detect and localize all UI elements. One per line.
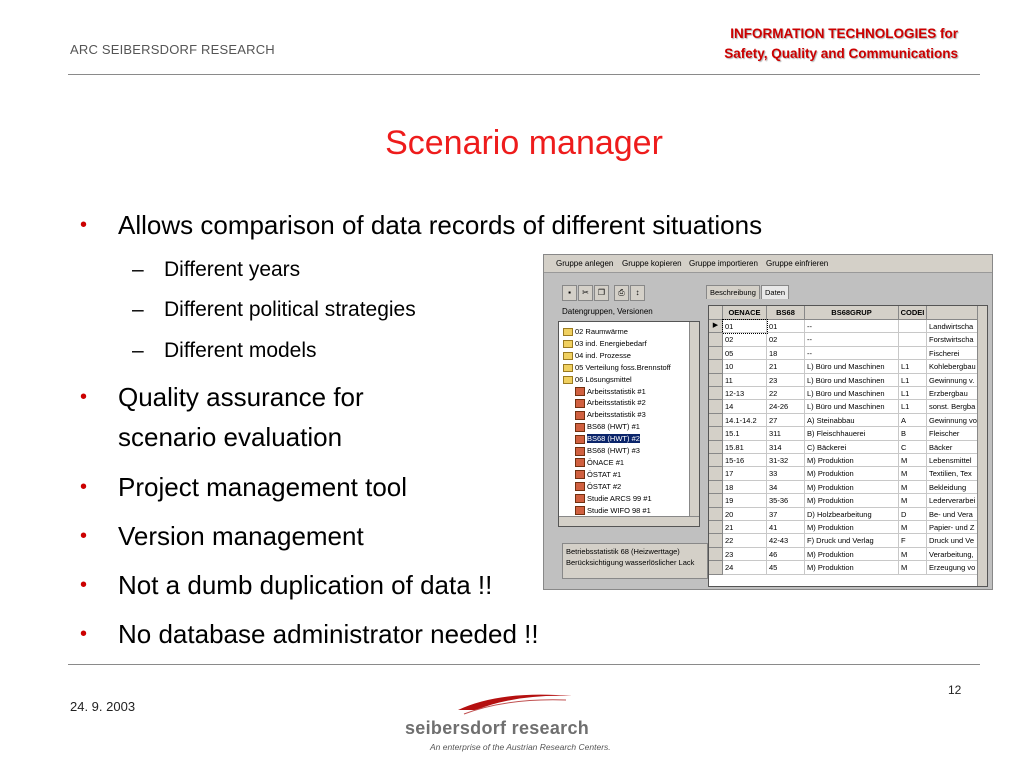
tree-item[interactable] [575,505,651,516]
table-cell[interactable]: L1 [899,400,927,413]
table-cell[interactable]: D [899,508,927,521]
table-cell[interactable]: 31-32 [767,454,805,467]
sort-icon[interactable]: ↕ [630,285,645,301]
table-cell[interactable]: L) Büro und Maschinen [805,374,899,387]
table-cell[interactable]: Gewinnung vo [927,414,979,427]
table-cell[interactable]: M) Produktion [805,561,899,574]
table-cell[interactable]: Lebensmittel [927,454,979,467]
tree-item[interactable] [575,481,621,492]
table-cell[interactable]: 33 [767,467,805,480]
footer-divider [68,664,980,665]
version-icon [575,411,585,420]
row-header[interactable] [709,467,723,480]
bullet-text: No database administrator needed !! [118,619,539,649]
tree-item-label: BS68 (HWT) #1 [587,422,640,432]
bullet-text: Not a dumb duplication of data !! [118,570,493,600]
table-cell[interactable] [899,347,927,360]
table-cell[interactable]: M) Produktion [805,481,899,494]
table-cell[interactable]: L) Büro und Maschinen [805,360,899,373]
bullet-marker: • [80,386,88,408]
table-cell[interactable]: 21 [723,521,767,534]
table-cell[interactable]: L1 [899,360,927,373]
tree-item-label: ÖSTAT #1 [587,469,622,479]
table-cell[interactable]: Bekleidung [927,481,979,494]
version-icon [575,494,585,503]
print-icon[interactable]: ⎙ [614,285,629,301]
description-line-2: Berücksichtigung wasserlöslicher Lack [566,558,695,567]
app-toolbar [562,285,662,302]
menu-gruppe-kopieren[interactable]: Gruppe kopieren [622,259,682,268]
bullet-text-line-2: scenario evaluation [118,422,343,452]
tree-horizontal-scrollbar[interactable] [559,516,699,526]
bullet-marker: • [80,525,88,547]
tree-item-label: 05 Verteilung foss.Brennstoff [575,362,671,372]
sub-bullet-marker: – [132,339,144,362]
table-cell[interactable]: L) Büro und Maschinen [805,400,899,413]
tree-item[interactable] [575,457,624,468]
version-icon [575,435,585,444]
version-tree[interactable] [558,321,700,527]
version-icon [575,506,585,515]
tree-item[interactable] [575,433,640,444]
version-description [562,543,708,579]
app-menubar [544,255,992,273]
table-cell[interactable]: 41 [767,521,805,534]
table-cell[interactable]: 02 [767,333,805,346]
table-cell[interactable]: 27 [767,414,805,427]
save-icon[interactable]: ▪ [562,285,577,301]
table-cell[interactable]: 22 [723,534,767,547]
description-line-1: Betriebsstatistik 68 (Heizwerttage) [566,547,680,556]
table-cell[interactable]: B) Fleischhauerei [805,427,899,440]
folder-icon [563,328,573,336]
tree-item[interactable] [563,374,632,385]
table-cell[interactable]: -- [805,347,899,360]
table-cell[interactable]: Lederverarbei [927,494,979,507]
table-cell[interactable]: 311 [767,427,805,440]
table-cell[interactable]: 18 [723,481,767,494]
sub-bullet-text: Different models [164,339,317,362]
column-header[interactable]: BS68GRUP [805,306,899,320]
version-icon [575,470,585,479]
sub-bullet-marker: – [132,258,144,281]
table-cell[interactable]: Bäcker [927,441,979,454]
sub-bullet-text: Different years [164,258,301,281]
row-header[interactable] [709,427,723,440]
table-cell[interactable]: Kohlebergbau [927,360,979,373]
row-header[interactable] [709,454,723,467]
version-icon [575,482,585,491]
bullet-marker: • [80,623,88,645]
tree-item[interactable] [575,445,640,456]
copy-icon[interactable]: ❐ [594,285,609,301]
table-cell[interactable]: Forstwirtscha [927,333,979,346]
folder-icon [563,340,573,348]
table-cell[interactable]: Textilien, Tex [927,467,979,480]
tree-item-label: Studie ARCS 99 #1 [587,493,652,503]
bullet-text: Allows comparison of data records of different situations [118,210,763,240]
header-divider [68,74,980,75]
table-cell[interactable]: M) Produktion [805,467,899,480]
logo-swoosh-icon [456,688,576,716]
table-cell[interactable]: 05 [723,347,767,360]
table-cell[interactable]: L1 [899,374,927,387]
tree-item-label: Studie WIFO 98 #1 [587,505,651,515]
bullet-text: Project management tool [118,472,408,502]
page-number: 12 [948,683,962,697]
table-cell[interactable]: M) Produktion [805,494,899,507]
row-header[interactable] [709,494,723,507]
row-header[interactable] [709,534,723,547]
table-cell[interactable]: Landwirtscha [927,320,979,333]
table-cell[interactable]: Verarbeitung, [927,548,979,561]
table-cell[interactable]: Fleischer [927,427,979,440]
table-cell[interactable]: M [899,481,927,494]
tree-item[interactable] [575,469,621,480]
table-cell[interactable]: Druck und Ve [927,534,979,547]
tree-item[interactable] [575,421,640,432]
table-cell[interactable]: 24 [723,561,767,574]
tab-daten[interactable]: Daten [761,285,789,299]
table-cell[interactable]: C) Bäckerei [805,441,899,454]
table-cell[interactable]: 46 [767,548,805,561]
table-cell[interactable]: M [899,561,927,574]
table-cell[interactable]: F) Druck und Verlag [805,534,899,547]
tree-vertical-scrollbar[interactable] [689,322,699,526]
table-cell[interactable]: 45 [767,561,805,574]
table-cell[interactable]: B [899,427,927,440]
folder-icon [563,352,573,360]
table-cell[interactable]: 34 [767,481,805,494]
logo-tagline: An enterprise of the Austrian Research Centers. [430,742,611,752]
table-cell[interactable]: L1 [899,387,927,400]
column-header[interactable]: BS68 [767,306,805,320]
menu-gruppe-importieren[interactable]: Gruppe importieren [689,259,758,268]
table-cell[interactable]: Gewinnung v. [927,374,979,387]
table-cell[interactable]: 42-43 [767,534,805,547]
sub-bullet-marker: – [132,298,144,321]
sub-bullet-text: Different political strategies [164,298,416,321]
table-cell[interactable]: 20 [723,508,767,521]
tree-item-label: BS68 (HWT) #3 [587,446,640,455]
row-header[interactable] [709,441,723,454]
bullet-marker: • [80,476,88,498]
table-cell[interactable]: M [899,467,927,480]
tree-item[interactable] [575,386,646,397]
table-cell[interactable]: 15.1 [723,427,767,440]
tree-item-label: ÖSTAT #2 [587,481,622,491]
tree-item-label: ÖNACE #1 [587,457,625,467]
table-cell[interactable]: L) Büro und Maschinen [805,387,899,400]
table-cell[interactable]: 24-26 [767,400,805,413]
table-cell[interactable]: M [899,454,927,467]
table-cell[interactable]: M [899,494,927,507]
table-cell[interactable]: 15.81 [723,441,767,454]
table-cell[interactable]: M) Produktion [805,521,899,534]
logo-name: seibersdorf research [405,718,590,738]
table-cell[interactable]: M) Produktion [805,548,899,561]
table-cell[interactable]: M [899,548,927,561]
tree-item-label: 03 ind. Energiebedarf [575,338,647,348]
table-cell[interactable]: -- [805,320,899,333]
table-cell[interactable]: M) Produktion [805,454,899,467]
version-icon [575,423,585,432]
tree-item[interactable] [563,326,628,337]
table-cell[interactable]: 14 [723,400,767,413]
table-cell[interactable]: 19 [723,494,767,507]
tree-item-label: 04 ind. Prozesse [575,350,631,360]
slide-date: 24. 9. 2003 [70,699,136,714]
table-cell[interactable]: 14.1-14.2 [723,414,767,427]
table-cell[interactable]: 10 [723,360,767,373]
column-header[interactable] [927,306,979,320]
table-cell[interactable]: F [899,534,927,547]
tree-item-label: Arbeitsstatistik #3 [587,410,646,420]
table-cell[interactable] [899,320,927,333]
table-cell[interactable]: 21 [767,360,805,373]
bullet-text-line-1: Quality assurance for [118,382,364,412]
row-header[interactable] [709,333,723,346]
table-cell[interactable]: 37 [767,508,805,521]
bullet-marker: • [80,214,88,236]
table-cell[interactable]: 11 [723,374,767,387]
tree-item[interactable] [575,493,652,504]
table-cell[interactable]: 22 [767,387,805,400]
version-icon [575,399,585,408]
bullet-text: Version management [118,521,364,551]
table-cell[interactable]: Erzbergbau [927,387,979,400]
tree-item-label: 02 Raumwärme [575,327,628,336]
app-screenshot [543,254,993,590]
row-header[interactable]: ▶ [709,320,723,333]
brand-line-1: INFORMATION TECHNOLOGIES for [730,26,958,41]
table-cell[interactable]: A) Steinabbau [805,414,899,427]
row-header[interactable] [709,548,723,561]
table-cell[interactable]: Fischerei [927,347,979,360]
table-cell[interactable]: 314 [767,441,805,454]
table-cell[interactable]: 18 [767,347,805,360]
column-header[interactable]: CODEI [899,306,927,320]
folder-icon [563,364,573,372]
brand-tagline [724,24,958,64]
company-logo [400,688,620,758]
table-cell[interactable]: 01 [767,320,805,333]
row-header[interactable] [709,561,723,574]
bullet-marker: • [80,574,88,596]
tree-item-label: Arbeitsstatistik #2 [587,398,646,408]
menu-gruppe-einfrieren[interactable]: Gruppe einfrieren [766,259,829,268]
tree-item[interactable] [563,362,671,373]
tab-beschreibung[interactable]: Beschreibung [706,285,760,299]
table-cell[interactable]: C [899,441,927,454]
table-cell[interactable]: 12-13 [723,387,767,400]
grid-vertical-scrollbar[interactable] [977,306,987,586]
table-cell[interactable]: -- [805,333,899,346]
column-header[interactable]: OENACE [723,306,767,320]
row-header[interactable] [709,400,723,413]
row-header[interactable] [709,414,723,427]
table-cell[interactable]: 15-16 [723,454,767,467]
table-cell[interactable]: Be- und Vera [927,508,979,521]
table-cell[interactable]: Erzeugung vo [927,561,979,574]
tree-item[interactable] [575,397,646,408]
tree-item[interactable] [563,350,631,361]
row-header[interactable] [709,387,723,400]
version-icon [575,458,585,467]
menu-gruppe-anlegen[interactable]: Gruppe anlegen [556,259,614,268]
table-cell[interactable]: 35-36 [767,494,805,507]
row-header[interactable] [709,521,723,534]
version-icon [575,447,585,456]
table-cell[interactable]: 17 [723,467,767,480]
grid-corner [709,306,723,320]
brand-line-2: Safety, Quality and Communications [724,46,958,61]
table-cell[interactable]: D) Holzbearbeitung [805,508,899,521]
row-header[interactable] [709,360,723,373]
table-cell[interactable]: M [899,521,927,534]
organization-name: ARC SEIBERSDORF RESEARCH [70,42,275,57]
table-cell[interactable]: 01 [723,320,767,333]
tree-item-label: BS68 (HWT) #2 [587,434,640,444]
table-cell[interactable]: A [899,414,927,427]
slide-title: Scenario manager [385,124,663,162]
table-cell[interactable]: 02 [723,333,767,346]
table-cell[interactable] [899,333,927,346]
tree-item[interactable] [563,338,647,349]
data-grid[interactable] [708,305,988,587]
cut-icon[interactable]: ✂ [578,285,593,301]
table-cell[interactable]: sonst. Bergba [927,400,979,413]
row-header[interactable] [709,374,723,387]
row-header[interactable] [709,481,723,494]
tree-item[interactable] [575,409,646,420]
row-header[interactable] [709,347,723,360]
tree-item-label: Arbeitsstatistik #1 [587,386,646,396]
table-cell[interactable]: 23 [767,374,805,387]
version-icon [575,387,585,396]
table-cell[interactable]: 23 [723,548,767,561]
tree-item-label: 06 Lösungsmittel [575,374,632,384]
tree-label: Datengruppen, Versionen [562,307,653,316]
row-header[interactable] [709,508,723,521]
folder-icon [563,376,573,384]
table-cell[interactable]: Papier- und Z [927,521,979,534]
